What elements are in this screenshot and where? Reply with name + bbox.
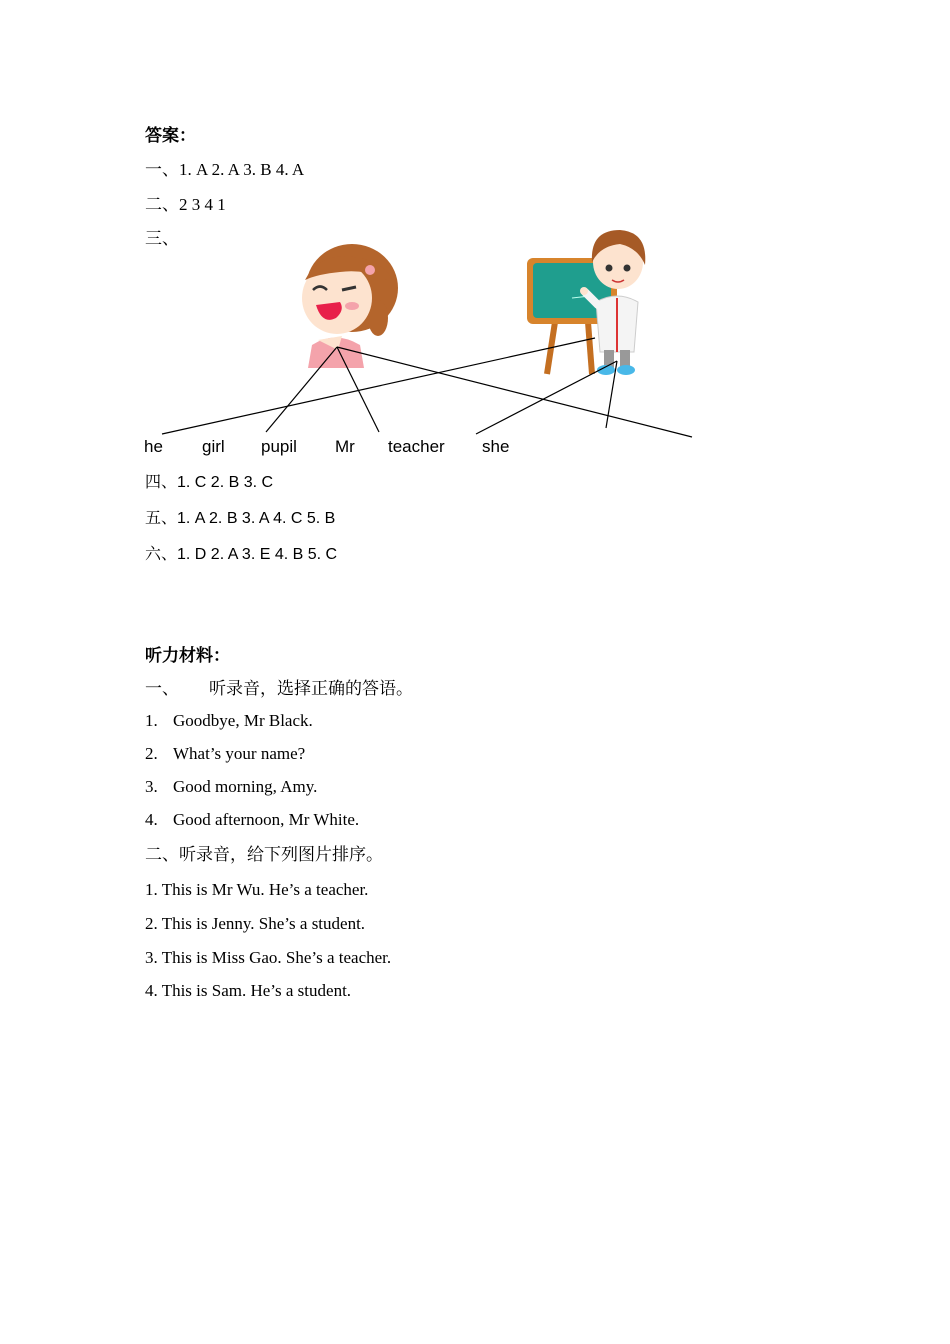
match-word-she: she [482, 437, 510, 456]
listening-part1-item: 1. Goodbye, Mr Black. [145, 711, 313, 730]
match-word-teacher: teacher [388, 437, 445, 456]
answer-line-2: 二、2 3 4 1 [145, 195, 226, 214]
girl-illustration [302, 244, 398, 368]
listening-part1-number: 一、 [145, 679, 179, 698]
match-word-mr: Mr [335, 437, 355, 456]
answers-title: 答案： [145, 126, 196, 145]
listening-part1-title: 听录音，选择正确的答语。 [209, 679, 413, 698]
listening-part1-item: 2. What’s your name? [145, 744, 306, 763]
listening-part2-item: 2. This is Jenny. She’s a student. [145, 914, 366, 933]
match-word-girl: girl [202, 437, 225, 456]
answer-line-1: 一、1. A 2. A 3. B 4. A [145, 160, 305, 179]
listening-part2-item: 1. This is Mr Wu. He’s a teacher. [145, 880, 369, 899]
listening-part1-heading [145, 679, 413, 699]
listening-part2-title: 二、听录音，给下列图片排序。 [145, 845, 383, 864]
answer-line-5: 五、1. A 2. B 3. A 4. C 5. B [145, 510, 336, 527]
listening-part2-item: 4. This is Sam. He’s a student. [145, 981, 352, 1000]
match-word-pupil: pupil [261, 437, 297, 456]
matching-illustration [0, 0, 950, 470]
listening-part1-item: 4. Good afternoon, Mr White. [145, 810, 360, 829]
match-word-he: he [144, 437, 163, 456]
listening-part1-item: 3. Good morning, Amy. [145, 777, 318, 796]
answer-line-3-label: 三、 [145, 229, 179, 248]
listening-title: 听力材料： [145, 646, 230, 665]
answer-line-6: 六、1. D 2. A 3. E 4. B 5. C [145, 546, 338, 563]
answer-line-4: 四、1. C 2. B 3. C [145, 474, 274, 491]
listening-part2-item: 3. This is Miss Gao. She’s a teacher. [145, 948, 392, 967]
